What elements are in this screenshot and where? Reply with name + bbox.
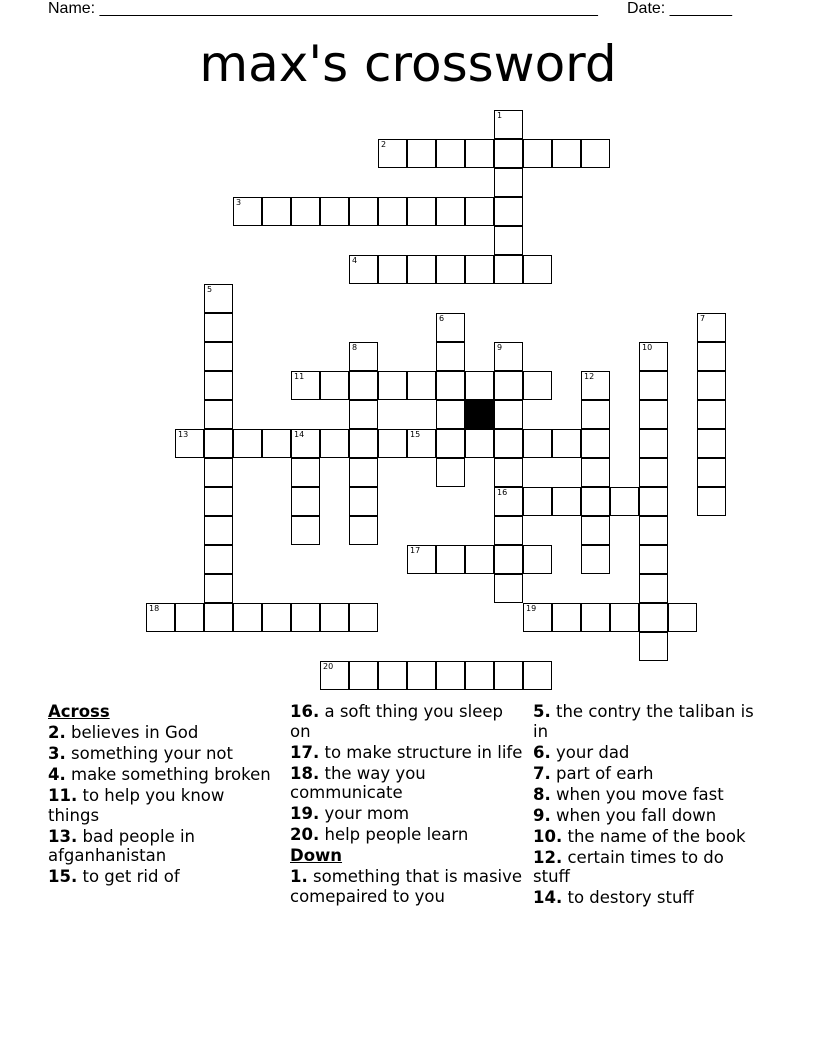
crossword-cell[interactable] bbox=[581, 487, 610, 516]
clue-down-7: 7. part of earh bbox=[533, 763, 654, 783]
crossword-cell[interactable] bbox=[436, 458, 465, 487]
crossword-cell[interactable] bbox=[639, 429, 668, 458]
crossword-cell[interactable] bbox=[523, 429, 552, 458]
cell-number: 17 bbox=[410, 546, 421, 555]
crossword-cell[interactable] bbox=[581, 139, 610, 168]
cell-number: 2 bbox=[381, 140, 387, 149]
crossword-cell[interactable] bbox=[581, 429, 610, 458]
crossword-cell[interactable] bbox=[465, 371, 494, 400]
cell-number: 13 bbox=[178, 430, 189, 439]
crossword-cell[interactable] bbox=[639, 487, 668, 516]
crossword-cell[interactable] bbox=[320, 429, 349, 458]
crossword-cell[interactable] bbox=[349, 487, 378, 516]
crossword-cell[interactable] bbox=[639, 371, 668, 400]
crossword-cell[interactable] bbox=[320, 603, 349, 632]
crossword-cell[interactable] bbox=[349, 342, 378, 371]
crossword-cell[interactable] bbox=[523, 545, 552, 574]
crossword-cell[interactable] bbox=[378, 139, 407, 168]
crossword-cell[interactable] bbox=[465, 255, 494, 284]
crossword-cell[interactable] bbox=[552, 487, 581, 516]
crossword-cell[interactable] bbox=[494, 429, 523, 458]
crossword-cell[interactable] bbox=[581, 603, 610, 632]
clue-across-4: 4. make something broken bbox=[48, 765, 271, 784]
crossword-cell[interactable] bbox=[523, 139, 552, 168]
crossword-cell[interactable] bbox=[436, 429, 465, 458]
crossword-cell[interactable] bbox=[639, 458, 668, 487]
crossword-cell[interactable] bbox=[697, 458, 726, 487]
crossword-cell[interactable] bbox=[291, 371, 320, 400]
crossword-cell[interactable] bbox=[291, 429, 320, 458]
crossword-cell[interactable] bbox=[494, 371, 523, 400]
name-field: Name: ________________________________________________________ bbox=[48, 0, 598, 17]
clue-down-12: 12. certain times to do stuff bbox=[533, 847, 724, 886]
crossword-cell[interactable] bbox=[494, 458, 523, 487]
crossword-cell[interactable] bbox=[552, 139, 581, 168]
crossword-cell[interactable] bbox=[291, 458, 320, 487]
crossword-cell[interactable] bbox=[407, 545, 436, 574]
crossword-cell[interactable] bbox=[494, 661, 523, 690]
crossword-cell[interactable] bbox=[494, 516, 523, 545]
crossword-cell[interactable] bbox=[494, 342, 523, 371]
across-heading: Across bbox=[48, 702, 110, 721]
crossword-cell[interactable] bbox=[291, 603, 320, 632]
cell-number: 20 bbox=[323, 662, 334, 671]
crossword-cell[interactable] bbox=[349, 603, 378, 632]
clue-across-18: 18. the way you communicate bbox=[290, 763, 426, 802]
crossword-cell[interactable] bbox=[349, 197, 378, 226]
crossword-cell[interactable] bbox=[581, 458, 610, 487]
crossword-cell[interactable] bbox=[639, 545, 668, 574]
clue-down-1: 1. something that is masive comepaired to you bbox=[290, 867, 523, 906]
crossword-cell[interactable] bbox=[552, 603, 581, 632]
clue-across-13: 13. bad people in afganhanistan bbox=[48, 826, 196, 865]
cell-number: 1 bbox=[497, 111, 503, 120]
cell-number: 16 bbox=[497, 488, 508, 497]
crossword-cell[interactable] bbox=[465, 429, 494, 458]
crossword-cell[interactable] bbox=[639, 516, 668, 545]
clue-across-2: 2. believes in God bbox=[48, 723, 199, 742]
crossword-cell[interactable] bbox=[552, 429, 581, 458]
crossword-cell[interactable] bbox=[494, 255, 523, 284]
crossword-cell[interactable] bbox=[407, 139, 436, 168]
crossword-cell[interactable] bbox=[204, 429, 233, 458]
clue-down-5: 5. the contry the taliban is in bbox=[533, 702, 754, 741]
crossword-cell[interactable] bbox=[697, 342, 726, 371]
clue-across-19: 19. your mom bbox=[290, 804, 410, 823]
crossword-cell[interactable] bbox=[436, 400, 465, 429]
clue-across-3: 3. something your not bbox=[48, 744, 233, 763]
crossword-cell[interactable] bbox=[233, 197, 262, 226]
crossword-cell[interactable] bbox=[465, 661, 494, 690]
cell-number: 18 bbox=[149, 604, 160, 613]
crossword-cell[interactable] bbox=[407, 661, 436, 690]
cell-number: 6 bbox=[439, 314, 445, 323]
crossword-cell[interactable] bbox=[436, 342, 465, 371]
crossword-cell[interactable] bbox=[523, 487, 552, 516]
crossword-cell[interactable] bbox=[610, 487, 639, 516]
clue-column-3 bbox=[533, 702, 763, 909]
crossword-cell[interactable] bbox=[494, 400, 523, 429]
crossword-cell[interactable] bbox=[204, 342, 233, 371]
crossword-cell[interactable] bbox=[465, 545, 494, 574]
clue-across-17: 17. to make structure in life bbox=[290, 742, 523, 762]
crossword-cell[interactable] bbox=[436, 661, 465, 690]
crossword-cell[interactable] bbox=[436, 139, 465, 168]
crossword-cell[interactable] bbox=[639, 342, 668, 371]
clue-across-16: 16. a soft thing you sleep on bbox=[290, 702, 503, 741]
crossword-cell[interactable] bbox=[697, 400, 726, 429]
crossword-cell[interactable] bbox=[494, 545, 523, 574]
crossword-cell[interactable] bbox=[204, 545, 233, 574]
crossword-cell[interactable] bbox=[494, 139, 523, 168]
crossword-cell[interactable] bbox=[262, 603, 291, 632]
clue-down-8: 8. when you move fast bbox=[533, 784, 724, 804]
crossword-cell[interactable] bbox=[378, 661, 407, 690]
crossword-cell[interactable] bbox=[668, 603, 697, 632]
crossword-cell[interactable] bbox=[378, 429, 407, 458]
crossword-cell[interactable] bbox=[697, 313, 726, 342]
cell-number: 7 bbox=[700, 314, 706, 323]
cell-number: 15 bbox=[410, 430, 421, 439]
crossword-cell[interactable] bbox=[349, 371, 378, 400]
crossword-cell[interactable] bbox=[291, 197, 320, 226]
crossword-cell[interactable] bbox=[175, 429, 204, 458]
crossword-cell[interactable] bbox=[320, 371, 349, 400]
crossword-cell[interactable] bbox=[407, 371, 436, 400]
cell-number: 3 bbox=[236, 198, 242, 207]
clue-column-2 bbox=[290, 702, 526, 908]
cell-number: 8 bbox=[352, 343, 358, 352]
crossword-cell[interactable] bbox=[291, 487, 320, 516]
crossword-cell[interactable] bbox=[204, 487, 233, 516]
crossword-cell[interactable] bbox=[436, 545, 465, 574]
crossword-cell[interactable] bbox=[320, 197, 349, 226]
clue-across-15: 15. to get rid of bbox=[48, 867, 180, 886]
crossword-cell[interactable] bbox=[465, 197, 494, 226]
crossword-cell[interactable] bbox=[349, 255, 378, 284]
crossword-cell[interactable] bbox=[378, 371, 407, 400]
crossword-cell[interactable] bbox=[204, 458, 233, 487]
crossword-cell[interactable] bbox=[204, 400, 233, 429]
crossword-cell[interactable] bbox=[494, 197, 523, 226]
crossword-cell[interactable] bbox=[204, 603, 233, 632]
clue-across-11: 11. to help you know things bbox=[48, 786, 225, 825]
crossword-cell[interactable] bbox=[175, 603, 204, 632]
clue-down-14: 14. to destory stuff bbox=[533, 888, 694, 907]
cell-number: 9 bbox=[497, 343, 503, 352]
crossword-cell[interactable] bbox=[697, 429, 726, 458]
page-title: max's crossword bbox=[199, 35, 617, 93]
crossword-cell[interactable] bbox=[523, 371, 552, 400]
cell-number: 11 bbox=[294, 372, 305, 381]
clue-column-1 bbox=[48, 702, 278, 888]
crossword-cell[interactable] bbox=[581, 516, 610, 545]
crossword-cell[interactable] bbox=[581, 400, 610, 429]
crossword-cell[interactable] bbox=[262, 197, 291, 226]
crossword-cell[interactable] bbox=[204, 313, 233, 342]
crossword-cell[interactable] bbox=[610, 603, 639, 632]
crossword-cell[interactable] bbox=[204, 371, 233, 400]
clue-down-10: 10. the name of the book bbox=[533, 826, 746, 846]
crossword-cell[interactable] bbox=[465, 139, 494, 168]
crossword-cell[interactable] bbox=[494, 487, 523, 516]
crossword-cell[interactable] bbox=[436, 255, 465, 284]
crossword-cell[interactable] bbox=[407, 255, 436, 284]
crossword-cell[interactable] bbox=[262, 429, 291, 458]
crossword-cell[interactable] bbox=[291, 516, 320, 545]
crossword-cell[interactable] bbox=[494, 574, 523, 603]
down-heading: Down bbox=[290, 846, 343, 865]
crossword-cell[interactable] bbox=[320, 661, 349, 690]
crossword-cell[interactable] bbox=[639, 632, 668, 661]
crossword-cell[interactable] bbox=[233, 603, 262, 632]
crossword-cell[interactable] bbox=[639, 400, 668, 429]
cell-number: 19 bbox=[526, 604, 537, 613]
crossword-cell[interactable] bbox=[494, 168, 523, 197]
crossword-cell[interactable] bbox=[436, 313, 465, 342]
crossword-cell[interactable] bbox=[349, 400, 378, 429]
crossword-cell[interactable] bbox=[407, 197, 436, 226]
crossword-cell[interactable] bbox=[523, 255, 552, 284]
crossword-cell[interactable] bbox=[697, 487, 726, 516]
cell-number: 10 bbox=[642, 343, 653, 352]
cell-number: 12 bbox=[584, 372, 595, 381]
crossword-cell[interactable] bbox=[697, 371, 726, 400]
crossword-cell[interactable] bbox=[233, 429, 262, 458]
crossword-cell[interactable] bbox=[407, 429, 436, 458]
crossword-cell[interactable] bbox=[378, 197, 407, 226]
clue-across-20: 20. help people learn bbox=[290, 825, 469, 844]
cell-number: 14 bbox=[294, 430, 305, 439]
blocked-cell bbox=[465, 400, 494, 429]
clue-down-6: 6. your dad bbox=[533, 742, 630, 762]
date-field: Date: _______ bbox=[627, 0, 732, 17]
crossword-cell[interactable] bbox=[523, 661, 552, 690]
crossword-cell[interactable] bbox=[378, 255, 407, 284]
crossword-cell[interactable] bbox=[494, 226, 523, 255]
crossword-cell[interactable] bbox=[146, 603, 175, 632]
crossword-cell[interactable] bbox=[436, 197, 465, 226]
crossword-cell[interactable] bbox=[523, 603, 552, 632]
crossword-cell[interactable] bbox=[204, 516, 233, 545]
crossword-cell[interactable] bbox=[349, 429, 378, 458]
clue-down-9: 9. when you fall down bbox=[533, 805, 717, 825]
crossword-cell[interactable] bbox=[494, 110, 523, 139]
crossword-cell[interactable] bbox=[204, 284, 233, 313]
cell-number: 4 bbox=[352, 256, 358, 265]
crossword-cell[interactable] bbox=[204, 574, 233, 603]
crossword-cell[interactable] bbox=[581, 545, 610, 574]
crossword-cell[interactable] bbox=[639, 603, 668, 632]
crossword-cell[interactable] bbox=[349, 516, 378, 545]
crossword-cell[interactable] bbox=[639, 574, 668, 603]
cell-number: 5 bbox=[207, 285, 213, 294]
crossword-cell[interactable] bbox=[349, 458, 378, 487]
crossword-cell[interactable] bbox=[436, 371, 465, 400]
crossword-cell[interactable] bbox=[581, 371, 610, 400]
crossword-cell[interactable] bbox=[349, 661, 378, 690]
